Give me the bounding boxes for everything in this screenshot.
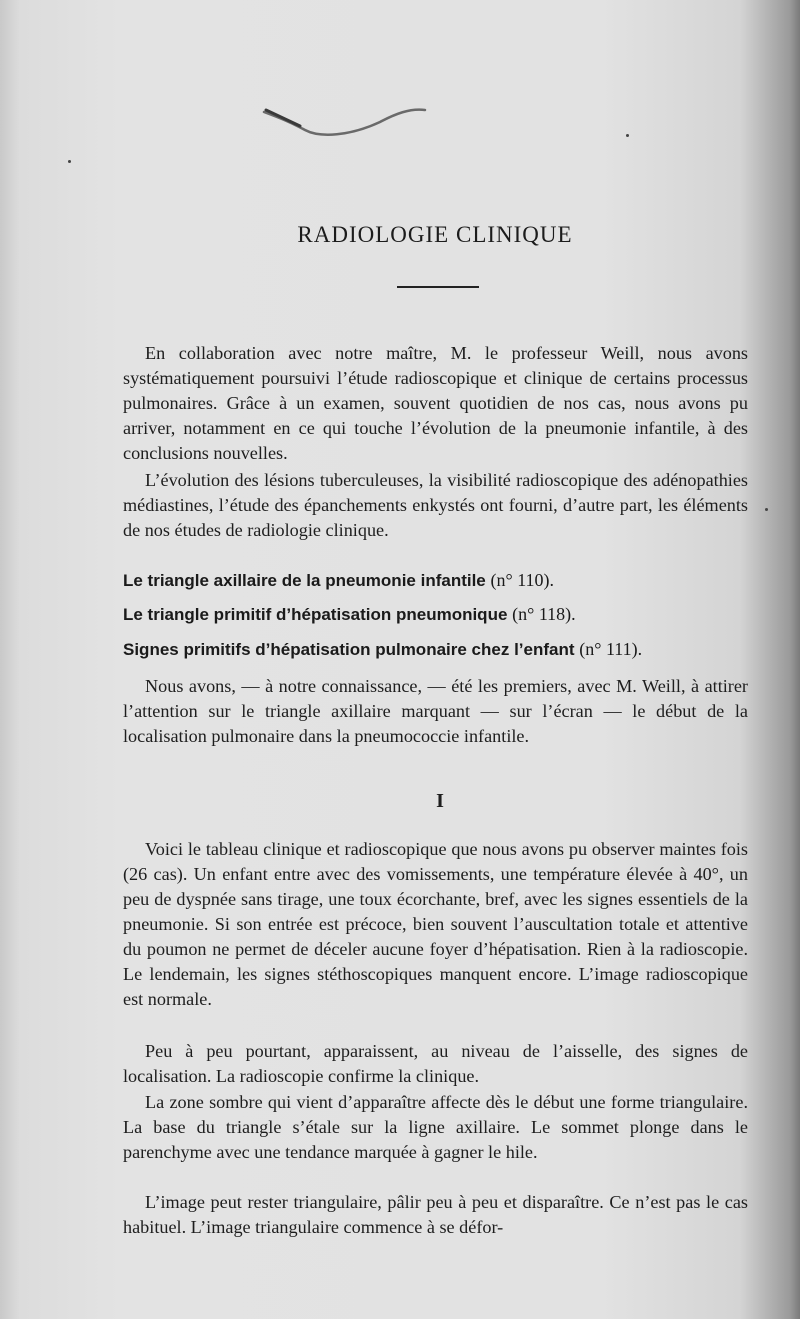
heading-ref: (n° 118). [512,604,576,624]
speck [626,134,629,137]
heading-title: Le triangle primitif d’hépatisation pneumonique [123,605,508,624]
heading-signes-primitifs [123,639,763,660]
heading-triangle-axillaire [123,570,763,591]
heading-title: Le triangle axillaire de la pneumonie infantile [123,571,486,590]
section-number: I [436,790,444,812]
speck [765,508,768,511]
paragraph-nous-avons: Nous avons, — à notre connaissance, — été les premiers, avec M. Weill, à attirer l’attention sur le triangle axillaire marquant — sur l’écran — le début de la localisation pulmonaire dans la pneumococcie infantile. [123,676,748,746]
section-paragraph-3: La zone sombre qui vient d’apparaître affecte dès le début une forme triangulaire. La base du triangle s’étale sur la ligne axillaire. Le sommet plonge dans le parenchyme avec une tendance marquée à gagner le hile. [123,1092,748,1162]
page-title: RADIOLOGIE CLINIQUE [297,222,573,247]
heading-triangle-primitif [123,604,763,625]
section-paragraph-4: L’image peut rester triangulaire, pâlir peu à peu et disparaître. Ce n’est pas le cas habituel. L’image triangulaire commence à se défor- [123,1192,748,1237]
title-rule [397,286,479,288]
speck [68,160,71,163]
intro-paragraph-1: En collaboration avec notre maître, M. le professeur Weill, nous avons systématiquement poursuivi l’étude radioscopique et clinique de certains processus pulmonaires. Grâce à un examen, souvent quotidien de nos cas, nous avons pu arriver, notamment en ce qui touche l’évolution de la pneumonie infantile, à des conclusions nouvelles. [123,343,748,463]
intro-paragraph-2: L’évolution des lésions tuberculeuses, la visibilité radioscopique des adénopathies médiastines, l’étude des épanchements enkystés ont fourni, d’autre part, les éléments de nos études de radiologie clinique. [123,470,748,540]
heading-ref: (n° 111). [579,639,643,659]
section-paragraph-2: Peu à peu pourtant, apparaissent, au niveau de l’aisselle, des signes de localisation. La radioscopie confirme la clinique. [123,1041,748,1086]
heading-ref: (n° 110). [490,570,555,590]
section-paragraph-1: Voici le tableau clinique et radioscopique que nous avons pu observer maintes fois (26 cas). Un enfant entre avec des vomissements, une température élevée à 40°, un peu de dyspnée sans tirage, une toux écorchante, bref, avec les signes essentiels de la pneumonie. Si son entrée est précoce, bien souvent l’auscultation totale et attentive du poumon ne permet de déceler aucune foyer d’hépatisation. Rien à la radioscopie. Le lendemain, les signes stéthoscopiques manquent encore. L’image radioscopique est normale. [123,839,748,1009]
heading-title: Signes primitifs d’hépatisation pulmonaire chez l’enfant [123,640,575,659]
pencil-mark [260,100,430,140]
